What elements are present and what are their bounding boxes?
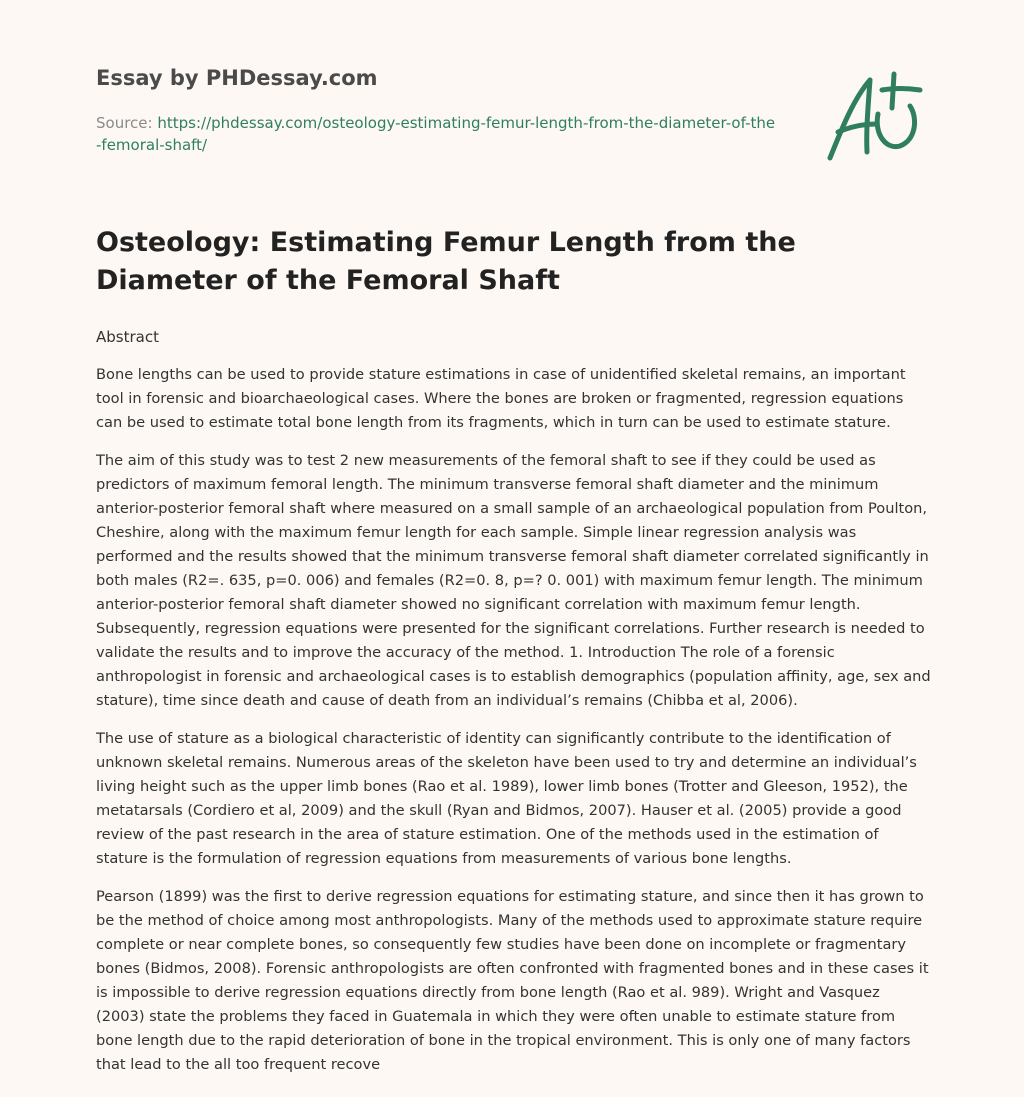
paragraph: The aim of this study was to test 2 new measurements of the femoral shaft to see if they could be used as predictors of maximum femoral length. The minimum transverse femoral shaft diameter and the minimum anterior-posterior femoral shaft where measured on a small sample of an archaeological population from Poulton, Cheshire, along with the maximum femur length for each sample. Simple linear regression analysis was performed and the results showed that the minimum transverse femoral shaft diameter correlated significantly in both males (R2=. 635, p=0. 006) and females (R2=0. 8, p=? 0. 001) with maximum femur length. The minimum anterior-posterior femoral shaft diameter showed no significant correlation with maximum femur length. Subsequently, regression equations were presented for the significant correlations. Further research is needed to validate the results and to improve the accuracy of the method. 1. Introduction The role of a forensic anthropologist in forensic and archaeological cases is to establish demographics (population affinity, age, sex and stature), time since death and cause of death from an individual’s remains (Chibba et al, 2006). bbox=[96, 452, 931, 709]
essay-title: Osteology: Estimating Femur Length from the Diameter of the Femoral Shaft bbox=[96, 227, 796, 296]
source-link[interactable]: https://phdessay.com/osteology-estimating-femur-length-from-the-diameter-of-the-femoral-shaft/ bbox=[96, 114, 776, 154]
essay-body bbox=[96, 325, 932, 1091]
source-label: Source: bbox=[96, 114, 153, 132]
paragraph: Bone lengths can be used to provide stature estimations in case of unidentified skeletal remains, an important tool in forensic and bioarchaeological cases. Where the bones are broken or fragmented, regression equations can be used to estimate total bone length from its fragments, which in turn can be used to estimate stature. bbox=[96, 366, 906, 431]
a-plus-logo-icon bbox=[820, 68, 930, 168]
paragraph: Pearson (1899) was the first to derive regression equations for estimating stature, and since then it has grown to be the method of choice among most anthropologists. Many of the methods used to approximate stature require complete or near complete bones, so consequently few studies have been done on incomplete or fragmentary bones (Bidmos, 2008). Forensic anthropologists are often confronted with fragmented bones and in these cases it is impossible to derive regression equations directly from bone length (Rao et al. 989). Wright and Vasquez (2003) state the problems they faced in Guatemala in which they were often unable to estimate stature from bone length due to the rapid deterioration of bone in the tropical environment. This is only one of many factors that lead to the all too frequent recove bbox=[96, 888, 929, 1073]
source-line bbox=[96, 112, 776, 156]
paragraph: The use of stature as a biological characteristic of identity can significantly contribute to the identification of unknown skeletal remains. Numerous areas of the skeleton have been used to try and determine an individual’s living height such as the upper limb bones (Rao et al. 1989), lower limb bones (Trotter and Gleeson, 1952), the metatarsals (Cordiero et al, 2009) and the skull (Ryan and Bidmos, 2007). Hauser et al. (2005) provide a good review of the past research in the area of stature estimation. One of the methods used in the estimation of stature is the formulation of regression equations from measurements of various bone lengths. bbox=[96, 730, 917, 867]
site-title: Essay by PHDessay.com bbox=[96, 66, 378, 90]
abstract-heading: Abstract bbox=[96, 328, 159, 346]
